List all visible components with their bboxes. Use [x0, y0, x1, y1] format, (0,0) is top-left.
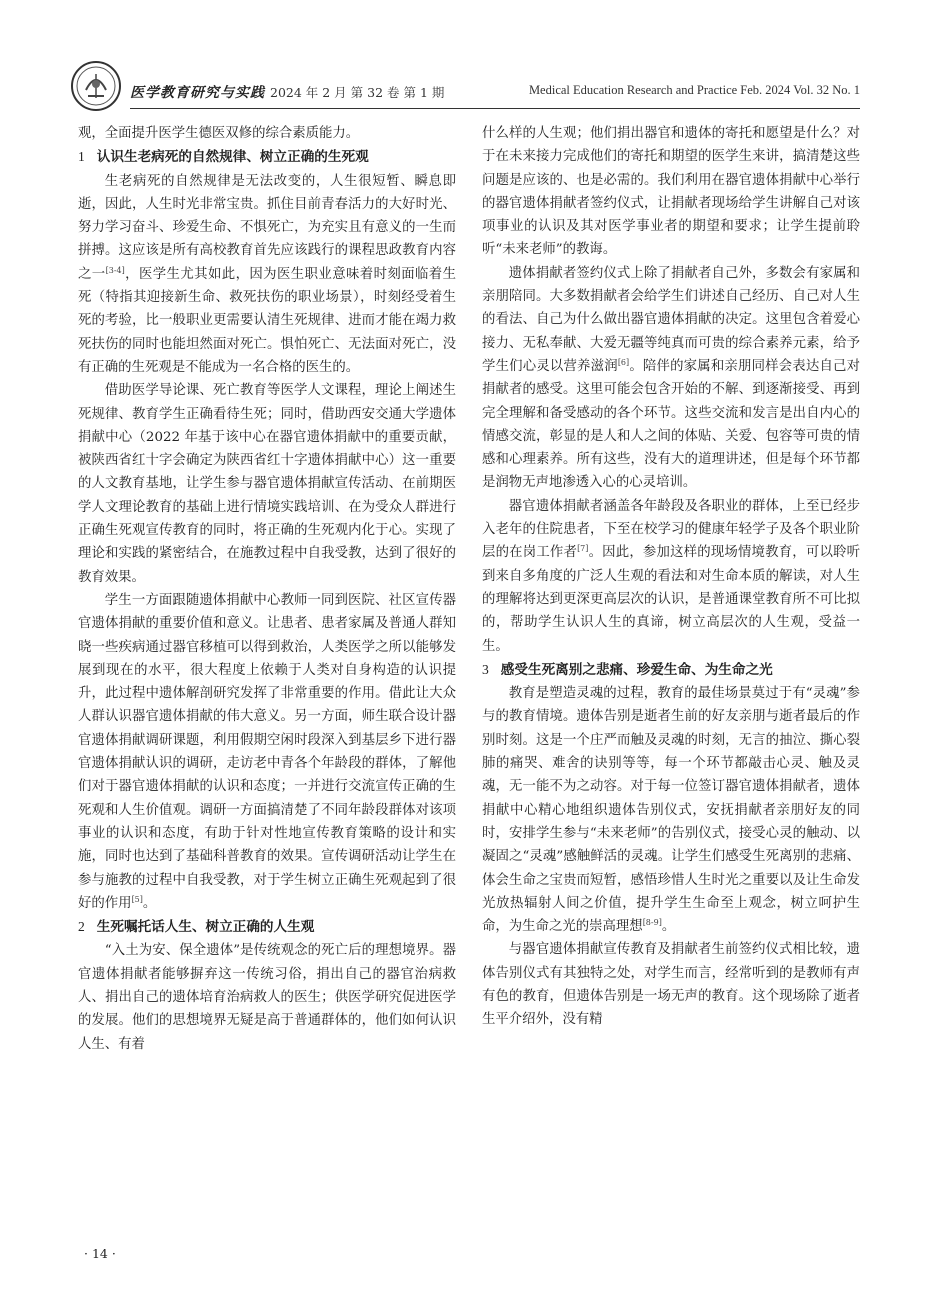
page-header [70, 60, 860, 116]
right-column [482, 122, 860, 1032]
journal-logo-icon [70, 60, 122, 112]
paragraph [78, 170, 456, 380]
section-heading-2 [78, 915, 456, 939]
paragraph-text: ，医学生尤其如此，因为医生职业意味着时刻面临着生死（特指其迎接新生命、救死扶伤的职业场景），时刻经受着生死的考验，比一般职业更需要认清生死规律、进而才能在竭力救死扶伤的同时也能坦然面对死亡。惧怕死亡、无法面对死亡，没有正确的生死观是不能成为一名合格的医生的。 [78, 266, 457, 375]
section-title: 认识生老病死的自然规律、树立正确的生死观 [96, 149, 369, 166]
paragraph [482, 682, 860, 938]
paragraph [78, 589, 456, 915]
paragraph-text: 。因此，参加这样的现场情境教育，可以聆听到来自多角度的广泛人生观的看法和对生命本质的解读，对人生的理解将达到更深更高层次的认识，是普通课堂教育所不可比拟的，帮助学生认识人生的真谛，树立高层次的人生观，受益一生。 [482, 545, 861, 654]
citation: [5] [131, 894, 143, 904]
citation: [7] [577, 544, 589, 554]
paragraph-text: 遗体捐献者签约仪式上除了捐献者自己外，多数会有家属和亲朋陪同。大多数捐献者会给学生们讲述自己经历、自己对人生的看法、自己为什么做出器官遗体捐献的决定。这里包含着爱心接力、无私奉献、大爱无疆等纯真而可贵的综合素养元素，给予学生们心灵以营养滋润 [482, 265, 860, 374]
paragraph-text: 生老病死的自然规律是无法改变的，人生很短暂、瞬息即逝，因此，人生时光非常宝贵。抓住目前青春活力的大好时光、努力学习奋斗、珍爱生命、不惧死亡，为充实且有意义的一生而拼搏。这应该是所有高校教育首先应该践行的课程思政教育内容之一 [78, 173, 456, 282]
section-number: 1 [78, 149, 85, 165]
section-heading-3 [482, 658, 860, 682]
citation: [8-9] [642, 918, 662, 928]
paragraph: 与器官遗体捐献宣传教育及捐献者生前签约仪式相比较，遗体告别仪式有其独特之处，对学生而言，经常听到的是教师有声有色的教育，但遗体告别是一场无声的教育。这个现场除了逝者生平介绍外，没有精 [482, 942, 860, 1028]
section-heading-1 [78, 145, 456, 169]
section-number: 2 [78, 919, 85, 935]
paragraph [482, 495, 860, 658]
paragraph: 观，全面提升医学生德医双修的综合素质能力。 [78, 126, 360, 141]
paragraph [482, 262, 860, 495]
journal-title-cn: 医学教育研究与实践 [130, 85, 265, 101]
citation: [3-4] [105, 265, 125, 275]
issue-info-cn: 2024 年 2 月 第 32 卷 第 1 期 [270, 85, 445, 100]
paragraph: “入土为安、保全遗体”是传统观念的死亡后的理想境界。器官遗体捐献者能够摒弃这一传统习俗，捐出自己的器官治病救人、捐出自己的遗体培育治病救人的医生；供医学研究促进医学的发展。他们的思想境界无疑是高于普通群体的，他们如何认识人生、有着 [78, 943, 456, 1052]
header-rule [130, 108, 860, 109]
citation: [6] [617, 357, 630, 367]
paragraph: 借助医学导论课、死亡教育等医学人文课程，理论上阐述生死规律、教育学生正确看待生死；同时，借助西安交通大学遗体捐献中心（2022 年基于该中心在器官遗体捐献中的重要贡献，被陕西省红十字会确定为陕西省红十字遗体捐献中心）这一重要的人文教育基地，让学生参与器官遗体捐献宣传活动、在前期医学人文理论教育的基础上进行情境实践培训、在为受众人群进行正确生死观宣传教育的同时，将正确的生死观内化于心。实现了理论和实践的紧密结合，在施教过程中自我受教，达到了很好的教育效果。 [78, 383, 456, 585]
paragraph-text: 教育是塑造灵魂的过程，教育的最佳场景莫过于有“灵魂”参与的教育情境。遗体告别是逝者生前的好友亲朋与逝者最后的作别时刻。这是一个庄严而触及灵魂的时刻，无言的抽泣、撕心裂肺的痛哭、难舍的诀别等等，每一个环节都敲击心灵、触及灵魂，无一能不为之动容。对于每一位签订器官遗体捐献者，遗体捐献中心精心地组织遗体告别仪式，安抚捐献者亲朋好友的同时，安排学生参与“未来老师”的告别仪式，接受心灵的触动、以凝固之“灵魂”感触鲜活的灵魂。让学生们感受生死离别的悲痛、体会生命之宝贵而短暂，感悟珍惜人生时光之重要以及让生命发光放热辐射人间之价值，提升学生生命至上观念，树立呵护生命，为生命之光的崇高理想 [482, 686, 860, 935]
section-title: 感受生死离别之悲痛、珍爱生命、为生命之光 [500, 661, 773, 678]
paragraph: 什么样的人生观；他们捐出器官和遗体的寄托和愿望是什么？对于在未来接力完成他们的寄托和期望的医学生来讲，搞清楚这些问题是应该的、也是必需的。我们利用在器官遗体捐献中心举行的器官遗体捐献者签约仪式，让捐献者现场给学生讲解自己对该项事业的认识及其对医学事业者的期望和要求；让学生提前聆听“未来老师”的教诲。 [482, 126, 860, 258]
paragraph-text: 。 [142, 895, 157, 911]
journal-title-en: Medical Education Research and Practice Feb. 2024 Vol. 32 No. 1 [528, 83, 860, 97]
paragraph-text: 。 [661, 919, 676, 935]
left-column [78, 122, 456, 1056]
section-number: 3 [482, 661, 489, 677]
paragraph-text: 。陪伴的家属和亲朋同样会表达自己对捐献者的感受。这里可能会包含开始的不解、到逐渐接受、再到完全理解和备受感动的各个环节。这些交流和发言是出自内心的情感交流，彰显的是人和人之间的体贴、关爱、包容等可贵的情感和心理素养。所有这些，没有大的道理讲述，但是每个环节都是润物无声地渗透入心的心灵培训。 [482, 358, 861, 491]
paragraph-text: 器官遗体捐献者涵盖各年龄段及各职业的群体，上至已经步入老年的住院患者，下至在校学习的健康年轻学子及各个职业阶层的在岗工作者 [482, 498, 860, 561]
page-number: · 14 · [84, 1246, 116, 1261]
paragraph-text: 学生一方面跟随遗体捐献中心教师一同到医院、社区宣传器官遗体捐献的重要价值和意义。让患者、患者家属及普通人群知晓一些疾病通过器官移植可以得到救治，人类医学之所以能够发展到现在的水平，很大程度上依赖于人类对自身构造的认识提升，此过程中遗体解剖研究发挥了非常重要的作用。借此让大众人群认识器官遗体捐献的伟大意义。另一方面，师生联合设计器官遗体捐献调研课题，利用假期空闲时段深入到基层乡下进行器官遗体捐献认识的调研，走访老中青各个年龄段的群体，了解他们对于器官遗体捐献的认识和态度；一并进行交流宣传正确的生死观和人生价值观。调研一方面搞清楚了不同年龄段群体对该项事业的认识和态度，有助于针对性地宣传教育策略的设计和实施，同时也达到了基础科普教育的效果。宣传调研活动让学生在参与施教的过程中自我受教，对于学生树立正确生死观起到了很好的作用 [78, 592, 456, 911]
section-title: 生死嘱托话人生、树立正确的人生观 [96, 919, 315, 936]
